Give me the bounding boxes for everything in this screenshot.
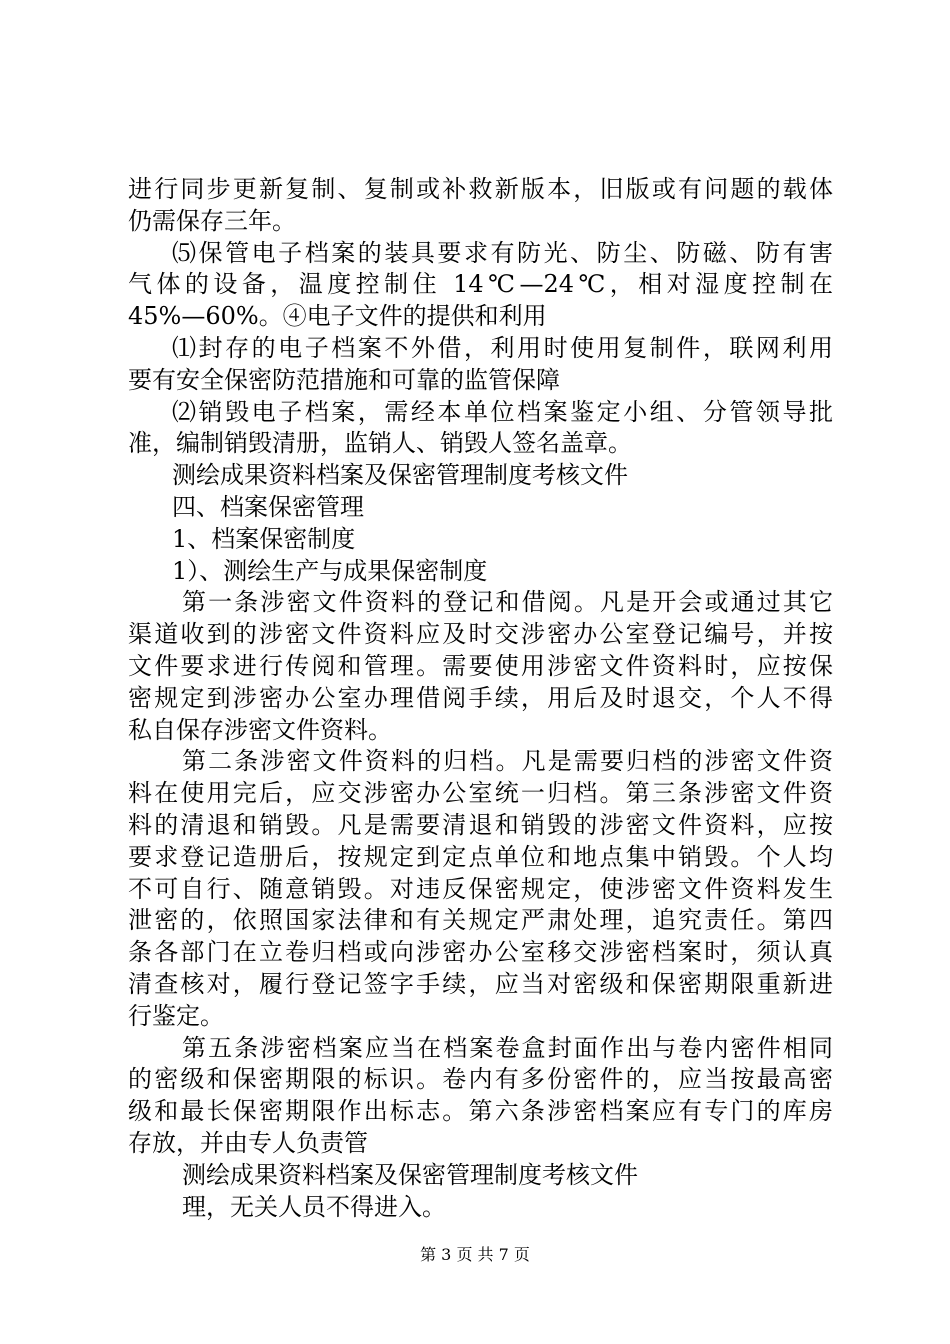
text-line: 进行同步更新复制、复制或补救新版本，旧版或有问题的载体 [128, 175, 833, 203]
text-line: 渠道收到的涉密文件资料应及时交涉密办公室登记编号，并按 [128, 620, 833, 649]
text-line: 仍需保存三年。 [128, 206, 296, 235]
text-line: ⑸保管电子档案的装具要求有防光、防尘、防磁、防有害 [172, 238, 833, 267]
text-line: 第一条涉密文件资料的登记和借阅。凡是开会或通过其它 [182, 588, 833, 617]
text-line: 料在使用完后，应交涉密办公室统一归档。第三条涉密文件资 [128, 779, 833, 808]
text-line: 行鉴定。 [128, 1001, 224, 1030]
page-footer [0, 1244, 950, 1266]
document-body [128, 174, 833, 1223]
text-line: 条各部门在立卷归档或向涉密办公室移交涉密档案时，须认真 [128, 938, 833, 967]
text-line: 清查核对，履行登记签字手续，应当对密级和保密期限重新进 [128, 969, 833, 998]
text-line: ⑵销毁电子档案，需经本单位档案鉴定小组、分管领导批 [172, 397, 833, 426]
text-line: 第五条涉密档案应当在档案卷盒封面作出与卷内密件相同 [182, 1033, 833, 1062]
text-line: 文件要求进行传阅和管理。需要使用涉密文件资料时，应按保 [128, 651, 833, 680]
text-line: 不可自行、随意销毁。对违反保密规定，使涉密文件资料发生 [128, 874, 833, 903]
section-heading: 四、档案保密管理 [172, 492, 364, 521]
text-line: 要有安全保密防范措施和可靠的监管保障 [128, 365, 560, 394]
text-line: 45%—60%。④电子文件的提供和利用 [128, 302, 547, 331]
text-line: 级和最长保密期限作出标志。第六条涉密档案应有专门的库房 [128, 1097, 833, 1126]
text-line: 第二条涉密文件资料的归档。凡是需要归档的涉密文件资 [182, 747, 833, 776]
text-line: 测绘成果资料档案及保密管理制度考核文件 [172, 461, 628, 490]
text-line: 的密级和保密期限的标识。卷内有多份密件的，应当按最高密 [128, 1065, 833, 1094]
text-line: 私自保存涉密文件资料。 [128, 715, 392, 744]
subsection-heading: 1）、测绘生产与成果保密制度 [172, 556, 488, 585]
text-line: 气体的设备，温度控制住 14℃—24℃，相对湿度控制在 [128, 270, 833, 299]
text-line: 密规定到涉密办公室办理借阅手续，用后及时退交，个人不得 [128, 683, 833, 712]
text-line: ⑴封存的电子档案不外借，利用时使用复制件，联网利用 [172, 333, 833, 362]
text-line: 存放，并由专人负责管 [128, 1128, 368, 1157]
text-line: 要求登记造册后，按规定到定点单位和地点集中销毁。个人均 [128, 842, 833, 871]
page-number: 第 3 页 共 7 页 [420, 1245, 530, 1264]
subsection-heading: 1、档案保密制度 [172, 524, 356, 553]
text-line: 泄密的，依照国家法律和有关规定严肃处理，追究责任。第四 [128, 906, 833, 935]
text-line: 料的清退和销毁。凡是需要清退和销毁的涉密文件资料，应按 [128, 810, 833, 839]
text-line: 测绘成果资料档案及保密管理制度考核文件 [182, 1160, 638, 1189]
text-line: 准，编制销毁清册，监销人、销毁人签名盖章。 [128, 429, 632, 458]
text-line: 理，无关人员不得进入。 [182, 1192, 446, 1221]
